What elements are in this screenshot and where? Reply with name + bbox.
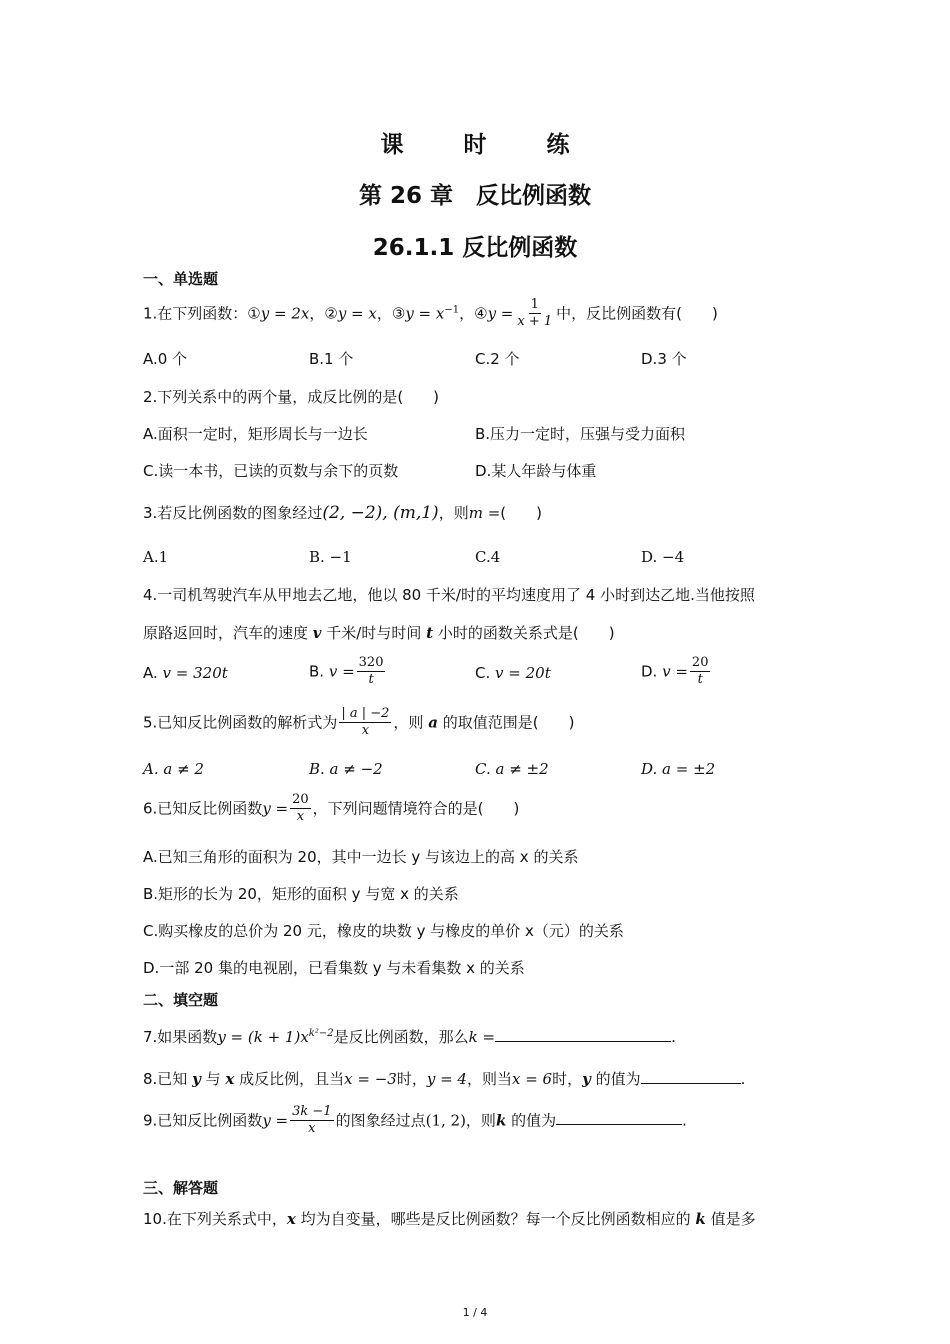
- option-d: D.某人年龄与体重: [475, 462, 597, 480]
- formula-3: y = x: [405, 304, 445, 323]
- option-b: B.1 个: [309, 350, 354, 368]
- page-title: 课 时 练: [380, 132, 596, 158]
- page-number: 1 / 4: [462, 1306, 488, 1319]
- option-a: A.已知三角形的面积为 20，其中一边长 y 与该边上的高 x 的关系: [143, 848, 579, 866]
- points: (2, −2), (m,1): [322, 503, 439, 523]
- question-5: 5.已知反比例函数的解析式为 $\frac{| a | -2}{x}$ ，则 a 的取值范围是( ): [143, 706, 575, 739]
- option-b: B.压力一定时，压强与受力面积: [475, 425, 686, 443]
- section-heading-fill-in: 二、填空题: [143, 991, 219, 1009]
- option-a: A. v = 320t: [143, 664, 228, 682]
- answer-blank[interactable]: [641, 1069, 741, 1084]
- fraction: $\frac{| a | -2}{x}$: [341, 706, 390, 739]
- question-6: 6.已知反比例函数y = $\frac{20}{x}$ ，下列问题情境符合的是( ): [143, 792, 520, 825]
- fraction: $\frac{20}{x}$: [292, 792, 309, 825]
- option-a: A.1: [143, 548, 169, 566]
- option-b: B. a ≠ −2: [309, 760, 383, 778]
- fraction: $\frac{20}{t}$: [691, 655, 709, 688]
- option-d: D.一部 20 集的电视剧，已看集数 y 与未看集数 x 的关系: [143, 959, 525, 977]
- option-c: C.2 个: [475, 350, 520, 368]
- option-d: D. v = $\frac{20}{t}$: [641, 655, 709, 688]
- fraction: $\frac{3k -1}{x}$: [292, 1104, 332, 1137]
- question-8: 8.已知 y 与 x 成反比例，且当x = −3时，y = 4，则当x = 6时，y 的值为 .: [143, 1070, 746, 1088]
- question-7: 7.如果函数$y = (k + 1)x^{k^2-2}$是反比例函数，那么k = .: [143, 1028, 676, 1046]
- answer-blank[interactable]: [495, 1027, 671, 1042]
- question-3: 3.若反比例函数的图象经过(2, −2), (m,1)，则m =( ): [143, 503, 542, 523]
- question-4-line-1: 4.一司机驾驶汽车从甲地去乙地，他以 80 千米/时的平均速度用了 4 小时到达乙地.当他按照: [143, 586, 755, 604]
- option-c: C.购买橡皮的总价为 20 元，橡皮的块数 y 与橡皮的单价 x（元）的关系: [143, 922, 624, 940]
- option-c: C.4: [475, 548, 501, 566]
- option-a: A.0 个: [143, 350, 188, 368]
- option-d: D. a = ±2: [641, 760, 716, 778]
- option-a: A. a ≠ 2: [143, 760, 204, 778]
- chapter-title: 第 26 章 反比例函数: [358, 183, 592, 209]
- option-d: D.3 个: [641, 350, 687, 368]
- section-heading-solution: 三、解答题: [143, 1179, 219, 1197]
- option-c: C. a ≠ ±2: [475, 760, 549, 778]
- fraction: $\frac{320}{t}$: [358, 655, 384, 688]
- answer-blank[interactable]: [556, 1110, 682, 1125]
- option-c: C.读一本书，已读的页数与余下的页数: [143, 462, 399, 480]
- formula-2: y = x: [337, 304, 377, 323]
- formula-1: y = 2x: [260, 304, 310, 323]
- option-b: B. v = $\frac{320}{t}$: [309, 655, 384, 688]
- section-title: 26.1.1 反比例函数: [372, 235, 578, 261]
- fraction: $\frac{1}{x + 1}$: [517, 297, 553, 330]
- question-2: 2.下列关系中的两个量，成反比例的是( ): [143, 388, 440, 406]
- question-4-line-2: 原路返回时，汽车的速度 v 千米/时与时间 t 小时的函数关系式是( ): [143, 624, 615, 642]
- option-a: A.面积一定时，矩形周长与一边长: [143, 425, 368, 443]
- question-9: 9.已知反比例函数y = $\frac{3k -1}{x}$ 的图象经过点(1, 2)，则k 的值为 .: [143, 1104, 687, 1137]
- question-1: 1.在下列函数：①y = 2x，②y = x，③y = $x^{-1}$，④y = $\frac{1}{x + 1}$ 中，反比例函数有( ): [143, 297, 718, 330]
- option-c: C. v = 20t: [475, 664, 551, 682]
- option-b: B. −1: [309, 548, 352, 566]
- option-d: D. −4: [641, 548, 685, 566]
- question-10: 10.在下列关系式中，x 均为自变量，哪些是反比例函数？每一个反比例函数相应的 k 值是多: [143, 1210, 756, 1228]
- option-b: B.矩形的长为 20，矩形的面积 y 与宽 x 的关系: [143, 885, 459, 903]
- section-heading-single-choice: 一、单选题: [143, 270, 219, 288]
